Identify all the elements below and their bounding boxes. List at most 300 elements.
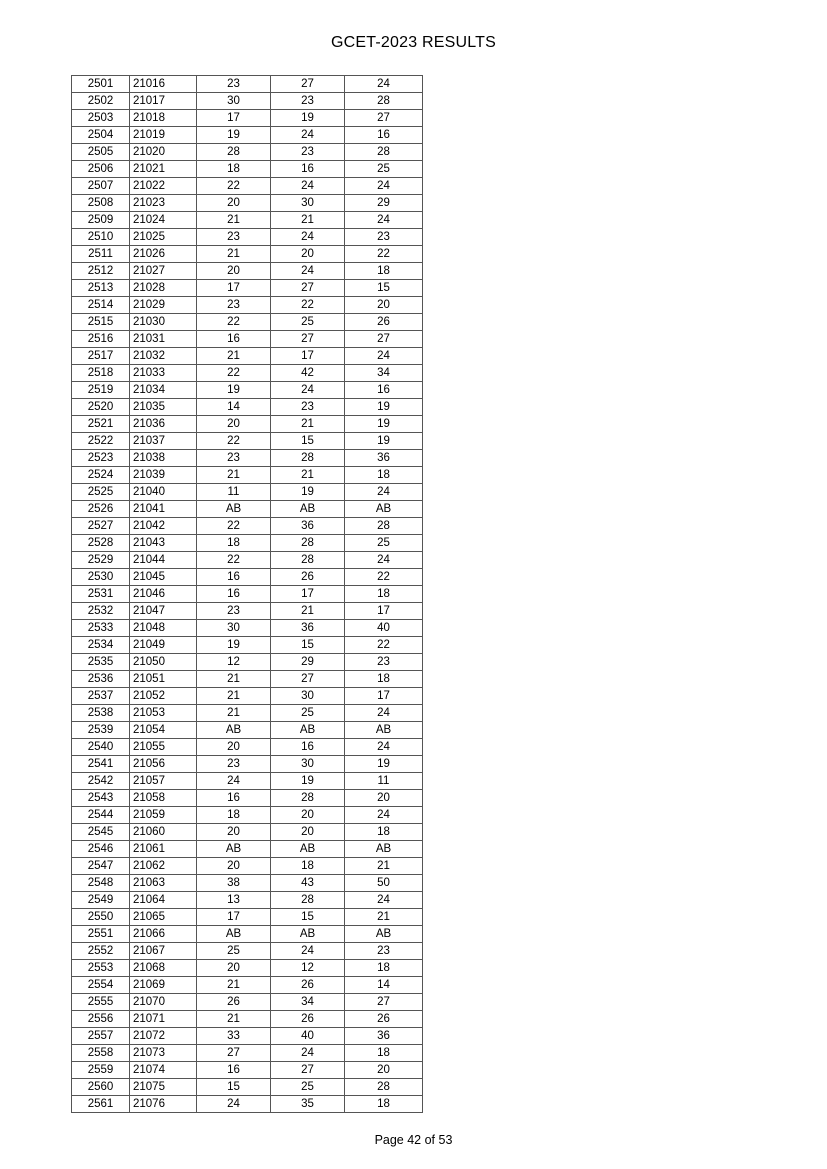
- score-3-cell: 22: [345, 569, 423, 586]
- table-row: [72, 875, 423, 892]
- roll-number-cell: 21018: [130, 110, 197, 127]
- score-1-cell: 22: [197, 314, 271, 331]
- score-2-cell: 36: [271, 620, 345, 637]
- score-3-cell: 22: [345, 637, 423, 654]
- score-2-cell: 26: [271, 569, 345, 586]
- score-1-cell: 18: [197, 807, 271, 824]
- roll-number-cell: 21029: [130, 297, 197, 314]
- score-3-cell: 40: [345, 620, 423, 637]
- score-3-cell: 27: [345, 994, 423, 1011]
- score-3-cell: 14: [345, 977, 423, 994]
- score-2-cell: 35: [271, 1096, 345, 1113]
- serial-number-cell: 2549: [72, 892, 130, 909]
- score-1-cell: 19: [197, 127, 271, 144]
- roll-number-cell: 21026: [130, 246, 197, 263]
- score-1-cell: 23: [197, 76, 271, 93]
- score-1-cell: AB: [197, 501, 271, 518]
- score-2-cell: 27: [271, 671, 345, 688]
- score-2-cell: 24: [271, 382, 345, 399]
- score-1-cell: AB: [197, 841, 271, 858]
- score-1-cell: 16: [197, 331, 271, 348]
- serial-number-cell: 2507: [72, 178, 130, 195]
- score-3-cell: 18: [345, 824, 423, 841]
- table-row: [72, 1079, 423, 1096]
- score-2-cell: 43: [271, 875, 345, 892]
- score-2-cell: 19: [271, 773, 345, 790]
- score-2-cell: 19: [271, 110, 345, 127]
- score-2-cell: 34: [271, 994, 345, 1011]
- score-3-cell: AB: [345, 841, 423, 858]
- table-row: [72, 416, 423, 433]
- score-2-cell: 24: [271, 943, 345, 960]
- table-row: [72, 365, 423, 382]
- score-1-cell: 27: [197, 1045, 271, 1062]
- score-2-cell: 36: [271, 518, 345, 535]
- score-1-cell: 28: [197, 144, 271, 161]
- score-1-cell: 20: [197, 739, 271, 756]
- serial-number-cell: 2537: [72, 688, 130, 705]
- table-row: [72, 535, 423, 552]
- serial-number-cell: 2524: [72, 467, 130, 484]
- serial-number-cell: 2502: [72, 93, 130, 110]
- score-1-cell: 16: [197, 790, 271, 807]
- roll-number-cell: 21050: [130, 654, 197, 671]
- score-3-cell: 18: [345, 467, 423, 484]
- score-1-cell: 21: [197, 212, 271, 229]
- score-3-cell: 20: [345, 297, 423, 314]
- table-row: [72, 1062, 423, 1079]
- score-2-cell: 27: [271, 331, 345, 348]
- roll-number-cell: 21071: [130, 1011, 197, 1028]
- score-1-cell: 18: [197, 161, 271, 178]
- score-1-cell: 16: [197, 586, 271, 603]
- score-1-cell: 21: [197, 246, 271, 263]
- table-row: [72, 195, 423, 212]
- score-3-cell: 15: [345, 280, 423, 297]
- score-2-cell: 28: [271, 790, 345, 807]
- serial-number-cell: 2556: [72, 1011, 130, 1028]
- page-title: GCET-2023 RESULTS: [331, 34, 496, 51]
- table-row: [72, 144, 423, 161]
- score-1-cell: 14: [197, 399, 271, 416]
- score-3-cell: 24: [345, 484, 423, 501]
- table-row: [72, 994, 423, 1011]
- roll-number-cell: 21032: [130, 348, 197, 365]
- roll-number-cell: 21038: [130, 450, 197, 467]
- serial-number-cell: 2517: [72, 348, 130, 365]
- table-row: [72, 909, 423, 926]
- score-3-cell: 25: [345, 161, 423, 178]
- score-1-cell: 15: [197, 1079, 271, 1096]
- roll-number-cell: 21064: [130, 892, 197, 909]
- roll-number-cell: 21073: [130, 1045, 197, 1062]
- roll-number-cell: 21046: [130, 586, 197, 603]
- serial-number-cell: 2552: [72, 943, 130, 960]
- score-1-cell: 19: [197, 637, 271, 654]
- roll-number-cell: 21072: [130, 1028, 197, 1045]
- score-3-cell: 24: [345, 705, 423, 722]
- serial-number-cell: 2528: [72, 535, 130, 552]
- score-3-cell: 27: [345, 110, 423, 127]
- serial-number-cell: 2504: [72, 127, 130, 144]
- score-3-cell: 19: [345, 416, 423, 433]
- score-3-cell: 21: [345, 909, 423, 926]
- score-2-cell: 25: [271, 705, 345, 722]
- serial-number-cell: 2506: [72, 161, 130, 178]
- score-1-cell: 21: [197, 671, 271, 688]
- roll-number-cell: 21021: [130, 161, 197, 178]
- table-row: [72, 552, 423, 569]
- table-row: [72, 212, 423, 229]
- score-3-cell: 36: [345, 1028, 423, 1045]
- serial-number-cell: 2518: [72, 365, 130, 382]
- score-1-cell: 20: [197, 858, 271, 875]
- table-row: [72, 518, 423, 535]
- score-2-cell: 28: [271, 535, 345, 552]
- score-2-cell: 30: [271, 195, 345, 212]
- score-2-cell: 21: [271, 212, 345, 229]
- serial-number-cell: 2514: [72, 297, 130, 314]
- score-1-cell: 33: [197, 1028, 271, 1045]
- score-3-cell: 27: [345, 331, 423, 348]
- score-2-cell: 24: [271, 229, 345, 246]
- score-1-cell: 17: [197, 280, 271, 297]
- score-2-cell: 17: [271, 586, 345, 603]
- score-1-cell: 23: [197, 229, 271, 246]
- serial-number-cell: 2522: [72, 433, 130, 450]
- serial-number-cell: 2501: [72, 76, 130, 93]
- score-2-cell: 27: [271, 280, 345, 297]
- serial-number-cell: 2533: [72, 620, 130, 637]
- score-2-cell: 42: [271, 365, 345, 382]
- score-2-cell: 26: [271, 977, 345, 994]
- score-3-cell: 28: [345, 93, 423, 110]
- serial-number-cell: 2538: [72, 705, 130, 722]
- score-1-cell: 21: [197, 977, 271, 994]
- score-3-cell: 20: [345, 790, 423, 807]
- score-1-cell: 22: [197, 433, 271, 450]
- table-row: [72, 161, 423, 178]
- score-2-cell: 21: [271, 603, 345, 620]
- score-3-cell: 18: [345, 671, 423, 688]
- score-3-cell: 24: [345, 807, 423, 824]
- score-1-cell: 21: [197, 705, 271, 722]
- serial-number-cell: 2560: [72, 1079, 130, 1096]
- score-2-cell: 21: [271, 416, 345, 433]
- serial-number-cell: 2512: [72, 263, 130, 280]
- score-3-cell: 21: [345, 858, 423, 875]
- roll-number-cell: 21065: [130, 909, 197, 926]
- score-2-cell: AB: [271, 841, 345, 858]
- serial-number-cell: 2558: [72, 1045, 130, 1062]
- roll-number-cell: 21024: [130, 212, 197, 229]
- score-2-cell: 30: [271, 688, 345, 705]
- score-1-cell: 22: [197, 518, 271, 535]
- roll-number-cell: 21040: [130, 484, 197, 501]
- score-1-cell: 22: [197, 178, 271, 195]
- score-3-cell: 28: [345, 144, 423, 161]
- table-row: [72, 841, 423, 858]
- roll-number-cell: 21031: [130, 331, 197, 348]
- roll-number-cell: 21075: [130, 1079, 197, 1096]
- serial-number-cell: 2505: [72, 144, 130, 161]
- serial-number-cell: 2557: [72, 1028, 130, 1045]
- table-row: [72, 637, 423, 654]
- roll-number-cell: 21036: [130, 416, 197, 433]
- table-row: [72, 705, 423, 722]
- roll-number-cell: 21030: [130, 314, 197, 331]
- roll-number-cell: 21074: [130, 1062, 197, 1079]
- score-1-cell: 21: [197, 348, 271, 365]
- serial-number-cell: 2531: [72, 586, 130, 603]
- table-row: [72, 331, 423, 348]
- serial-number-cell: 2516: [72, 331, 130, 348]
- score-2-cell: 16: [271, 161, 345, 178]
- score-2-cell: AB: [271, 926, 345, 943]
- score-3-cell: 34: [345, 365, 423, 382]
- score-1-cell: 17: [197, 909, 271, 926]
- score-1-cell: 38: [197, 875, 271, 892]
- roll-number-cell: 21054: [130, 722, 197, 739]
- score-2-cell: 18: [271, 858, 345, 875]
- table-row: [72, 467, 423, 484]
- table-row: [72, 399, 423, 416]
- table-row: [72, 229, 423, 246]
- serial-number-cell: 2554: [72, 977, 130, 994]
- roll-number-cell: 21028: [130, 280, 197, 297]
- roll-number-cell: 21034: [130, 382, 197, 399]
- roll-number-cell: 21043: [130, 535, 197, 552]
- score-2-cell: 20: [271, 807, 345, 824]
- table-row: [72, 739, 423, 756]
- score-1-cell: 13: [197, 892, 271, 909]
- score-3-cell: 19: [345, 756, 423, 773]
- score-3-cell: 18: [345, 263, 423, 280]
- serial-number-cell: 2548: [72, 875, 130, 892]
- roll-number-cell: 21025: [130, 229, 197, 246]
- serial-number-cell: 2542: [72, 773, 130, 790]
- serial-number-cell: 2540: [72, 739, 130, 756]
- serial-number-cell: 2523: [72, 450, 130, 467]
- score-2-cell: 20: [271, 246, 345, 263]
- score-2-cell: 12: [271, 960, 345, 977]
- table-row: [72, 688, 423, 705]
- score-1-cell: 16: [197, 1062, 271, 1079]
- score-1-cell: 20: [197, 416, 271, 433]
- score-1-cell: 20: [197, 263, 271, 280]
- table-row: [72, 960, 423, 977]
- score-1-cell: 20: [197, 960, 271, 977]
- score-1-cell: 21: [197, 1011, 271, 1028]
- table-row: [72, 569, 423, 586]
- score-2-cell: AB: [271, 722, 345, 739]
- score-3-cell: 17: [345, 688, 423, 705]
- score-2-cell: 15: [271, 433, 345, 450]
- table-row: [72, 93, 423, 110]
- serial-number-cell: 2520: [72, 399, 130, 416]
- score-3-cell: 26: [345, 314, 423, 331]
- score-2-cell: 24: [271, 1045, 345, 1062]
- serial-number-cell: 2525: [72, 484, 130, 501]
- serial-number-cell: 2535: [72, 654, 130, 671]
- score-3-cell: 18: [345, 960, 423, 977]
- score-2-cell: 40: [271, 1028, 345, 1045]
- score-1-cell: 23: [197, 603, 271, 620]
- serial-number-cell: 2513: [72, 280, 130, 297]
- serial-number-cell: 2543: [72, 790, 130, 807]
- score-1-cell: 17: [197, 110, 271, 127]
- table-row: [72, 246, 423, 263]
- score-2-cell: 25: [271, 314, 345, 331]
- score-1-cell: 30: [197, 620, 271, 637]
- serial-number-cell: 2559: [72, 1062, 130, 1079]
- table-row: [72, 501, 423, 518]
- roll-number-cell: 21037: [130, 433, 197, 450]
- table-row: [72, 1096, 423, 1113]
- score-1-cell: 22: [197, 365, 271, 382]
- table-row: [72, 1011, 423, 1028]
- score-2-cell: 22: [271, 297, 345, 314]
- serial-number-cell: 2532: [72, 603, 130, 620]
- serial-number-cell: 2510: [72, 229, 130, 246]
- table-row: [72, 977, 423, 994]
- table-row: [72, 450, 423, 467]
- score-2-cell: 28: [271, 552, 345, 569]
- table-row: [72, 348, 423, 365]
- score-3-cell: 22: [345, 246, 423, 263]
- table-row: [72, 603, 423, 620]
- roll-number-cell: 21023: [130, 195, 197, 212]
- table-row: [72, 297, 423, 314]
- score-2-cell: 15: [271, 637, 345, 654]
- serial-number-cell: 2551: [72, 926, 130, 943]
- table-row: [72, 926, 423, 943]
- score-2-cell: 21: [271, 467, 345, 484]
- score-2-cell: 16: [271, 739, 345, 756]
- roll-number-cell: 21055: [130, 739, 197, 756]
- score-2-cell: 23: [271, 399, 345, 416]
- serial-number-cell: 2527: [72, 518, 130, 535]
- roll-number-cell: 21045: [130, 569, 197, 586]
- table-row: [72, 263, 423, 280]
- score-3-cell: 17: [345, 603, 423, 620]
- score-3-cell: 24: [345, 76, 423, 93]
- table-row: [72, 671, 423, 688]
- score-2-cell: 28: [271, 450, 345, 467]
- score-2-cell: 23: [271, 93, 345, 110]
- score-3-cell: 23: [345, 943, 423, 960]
- score-3-cell: 16: [345, 382, 423, 399]
- score-3-cell: 24: [345, 552, 423, 569]
- score-2-cell: AB: [271, 501, 345, 518]
- score-2-cell: 19: [271, 484, 345, 501]
- score-3-cell: 24: [345, 348, 423, 365]
- serial-number-cell: 2503: [72, 110, 130, 127]
- table-row: [72, 76, 423, 93]
- score-1-cell: 21: [197, 688, 271, 705]
- score-1-cell: 22: [197, 552, 271, 569]
- serial-number-cell: 2545: [72, 824, 130, 841]
- score-1-cell: 12: [197, 654, 271, 671]
- table-row: [72, 620, 423, 637]
- serial-number-cell: 2519: [72, 382, 130, 399]
- score-3-cell: 18: [345, 586, 423, 603]
- score-1-cell: 20: [197, 195, 271, 212]
- score-3-cell: 24: [345, 212, 423, 229]
- results-table: [71, 75, 423, 1113]
- roll-number-cell: 21035: [130, 399, 197, 416]
- score-3-cell: 18: [345, 1096, 423, 1113]
- score-3-cell: 23: [345, 229, 423, 246]
- table-row: [72, 790, 423, 807]
- score-3-cell: 29: [345, 195, 423, 212]
- roll-number-cell: 21047: [130, 603, 197, 620]
- table-row: [72, 382, 423, 399]
- roll-number-cell: 21070: [130, 994, 197, 1011]
- table-row: [72, 1028, 423, 1045]
- score-1-cell: 23: [197, 297, 271, 314]
- roll-number-cell: 21063: [130, 875, 197, 892]
- score-2-cell: 25: [271, 1079, 345, 1096]
- roll-number-cell: 21057: [130, 773, 197, 790]
- roll-number-cell: 21062: [130, 858, 197, 875]
- roll-number-cell: 21076: [130, 1096, 197, 1113]
- score-3-cell: AB: [345, 722, 423, 739]
- score-3-cell: 18: [345, 1045, 423, 1062]
- roll-number-cell: 21048: [130, 620, 197, 637]
- roll-number-cell: 21056: [130, 756, 197, 773]
- roll-number-cell: 21052: [130, 688, 197, 705]
- table-row: [72, 484, 423, 501]
- score-3-cell: 28: [345, 1079, 423, 1096]
- table-row: [72, 943, 423, 960]
- roll-number-cell: 21059: [130, 807, 197, 824]
- score-2-cell: 28: [271, 892, 345, 909]
- roll-number-cell: 21020: [130, 144, 197, 161]
- score-3-cell: AB: [345, 926, 423, 943]
- score-2-cell: 27: [271, 1062, 345, 1079]
- score-1-cell: 23: [197, 756, 271, 773]
- roll-number-cell: 21017: [130, 93, 197, 110]
- score-1-cell: AB: [197, 722, 271, 739]
- roll-number-cell: 21051: [130, 671, 197, 688]
- serial-number-cell: 2561: [72, 1096, 130, 1113]
- table-row: [72, 280, 423, 297]
- score-2-cell: 20: [271, 824, 345, 841]
- table-row: [72, 773, 423, 790]
- score-1-cell: 24: [197, 1096, 271, 1113]
- score-2-cell: 26: [271, 1011, 345, 1028]
- serial-number-cell: 2536: [72, 671, 130, 688]
- table-row: [72, 722, 423, 739]
- score-1-cell: 19: [197, 382, 271, 399]
- roll-number-cell: 21049: [130, 637, 197, 654]
- roll-number-cell: 21027: [130, 263, 197, 280]
- serial-number-cell: 2539: [72, 722, 130, 739]
- table-row: [72, 433, 423, 450]
- table-row: [72, 314, 423, 331]
- score-3-cell: 16: [345, 127, 423, 144]
- serial-number-cell: 2509: [72, 212, 130, 229]
- serial-number-cell: 2508: [72, 195, 130, 212]
- table-row: [72, 756, 423, 773]
- score-3-cell: 24: [345, 892, 423, 909]
- table-row: [72, 654, 423, 671]
- serial-number-cell: 2515: [72, 314, 130, 331]
- roll-number-cell: 21044: [130, 552, 197, 569]
- roll-number-cell: 21019: [130, 127, 197, 144]
- roll-number-cell: 21060: [130, 824, 197, 841]
